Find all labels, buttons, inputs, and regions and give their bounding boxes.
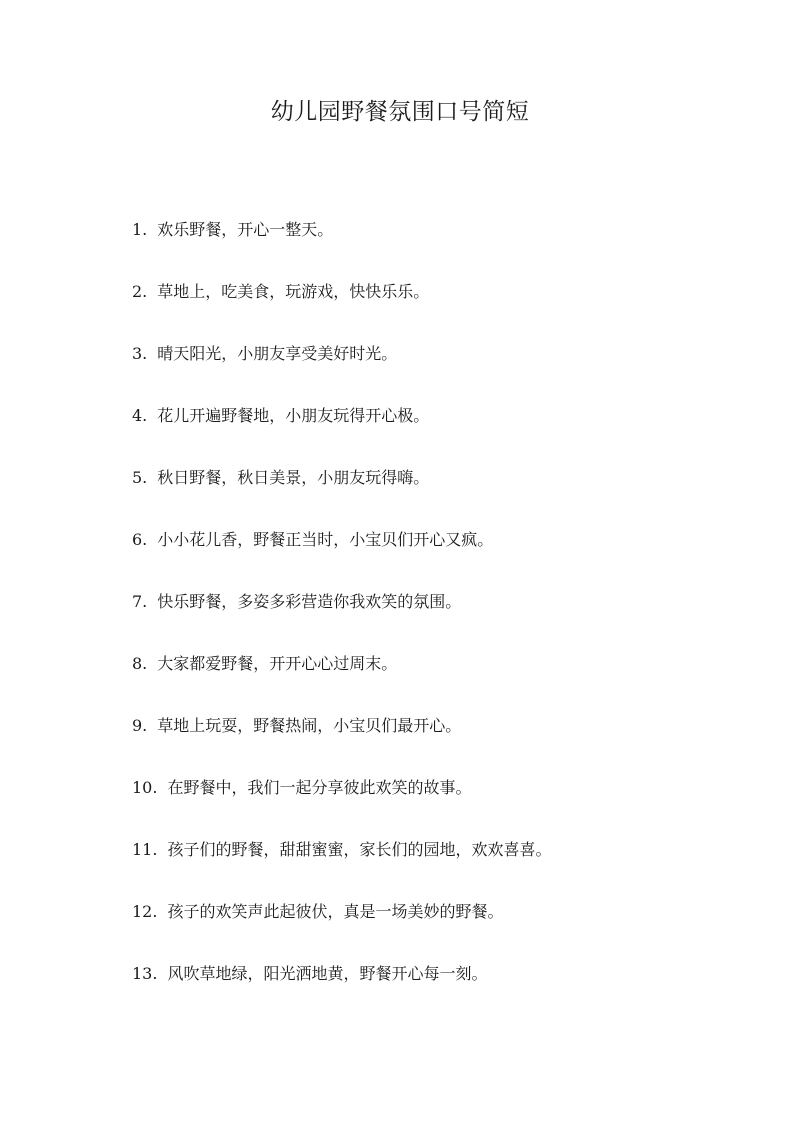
list-item <box>132 274 752 336</box>
list-item <box>132 522 752 584</box>
item-number: 12. <box>132 902 158 921</box>
item-number: 2. <box>132 282 148 301</box>
item-number: 7. <box>132 592 148 611</box>
list-item <box>132 336 752 398</box>
list-item <box>132 212 752 274</box>
item-text: 草地上玩耍，野餐热闹，小宝贝们最开心。 <box>157 716 462 735</box>
item-text: 在野餐中，我们一起分享彼此欢笑的故事。 <box>167 778 472 797</box>
item-number: 5. <box>132 468 148 487</box>
list-item <box>132 770 752 832</box>
item-number: 13. <box>132 964 158 983</box>
item-number: 4. <box>132 406 148 425</box>
item-text: 晴天阳光，小朋友享受美好时光。 <box>157 344 398 363</box>
item-text: 快乐野餐，多姿多彩营造你我欢笑的氛围。 <box>157 592 462 611</box>
item-text: 孩子们的野餐，甜甜蜜蜜，家长们的园地，欢欢喜喜。 <box>167 840 552 859</box>
list-item <box>132 894 752 956</box>
page-title: 幼儿园野餐氛围口号简短 <box>270 99 530 125</box>
item-number: 1. <box>132 220 148 239</box>
item-number: 11. <box>132 840 158 859</box>
list-item <box>132 460 752 522</box>
item-text: 孩子的欢笑声此起彼伏，真是一场美妙的野餐。 <box>167 902 504 921</box>
item-number: 3. <box>132 344 148 363</box>
item-text: 草地上，吃美食，玩游戏，快快乐乐。 <box>157 282 430 301</box>
item-number: 6. <box>132 530 148 549</box>
list-item <box>132 398 752 460</box>
item-number: 10. <box>132 778 158 797</box>
slogan-list <box>132 212 752 1018</box>
item-text: 大家都爱野餐，开开心心过周末。 <box>157 654 398 673</box>
item-number: 9. <box>132 716 148 735</box>
item-text: 欢乐野餐，开心一整天。 <box>157 220 334 239</box>
list-item <box>132 956 752 1018</box>
list-item <box>132 708 752 770</box>
item-text: 风吹草地绿，阳光洒地黄，野餐开心每一刻。 <box>167 964 488 983</box>
item-text: 小小花儿香，野餐正当时，小宝贝们开心又疯。 <box>157 530 494 549</box>
item-number: 8. <box>132 654 148 673</box>
item-text: 花儿开遍野餐地，小朋友玩得开心极。 <box>157 406 430 425</box>
item-text: 秋日野餐，秋日美景，小朋友玩得嗨。 <box>157 468 430 487</box>
list-item <box>132 584 752 646</box>
list-item <box>132 832 752 894</box>
list-item <box>132 646 752 708</box>
